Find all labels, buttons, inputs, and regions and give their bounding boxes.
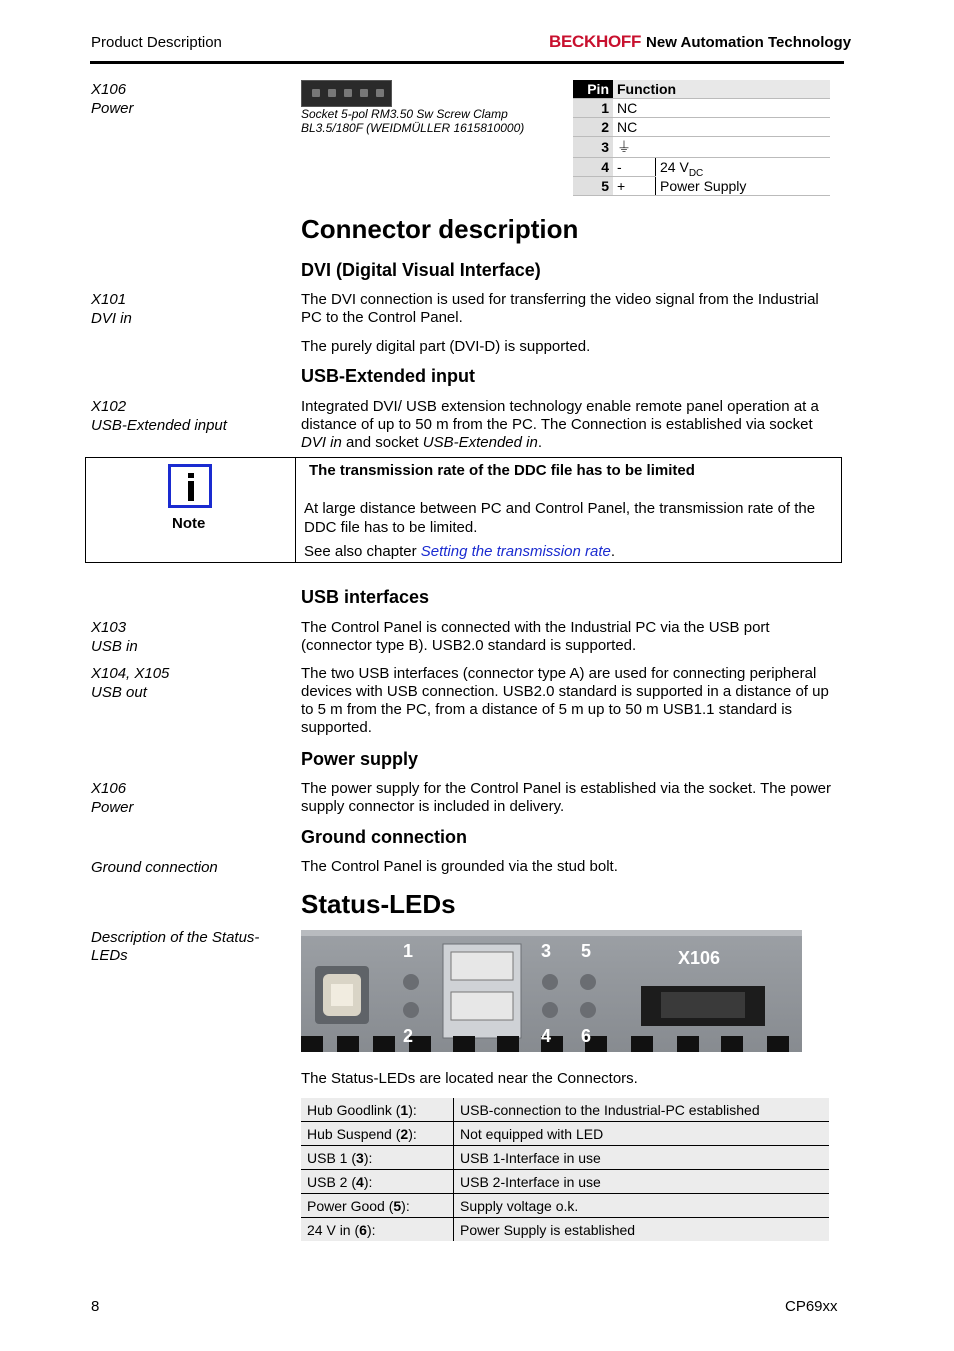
ground-text: The Control Panel is grounded via the stud bolt.: [301, 858, 618, 875]
header-section-title: Product Description: [91, 34, 222, 51]
led-name: USB 2 (4):: [301, 1170, 454, 1194]
usb-out-text: The two USB interfaces (connector type A) are used for connecting peripheral devices with USB connection. USB2.0 standard is supported in a distance of up to 5 m from the PC, from a distance of 5 m up to 50 m USB1.1 standard is supported.: [301, 665, 829, 736]
status-leds-title: Status-LEDs: [301, 889, 456, 919]
pin-sign: +: [613, 177, 656, 196]
usb-in-text: The Control Panel is connected with the Industrial PC via the USB port (connector type B). USB2.0 standard is supported.: [301, 619, 770, 654]
led-label-1: 1: [403, 941, 414, 961]
page-number: 8: [91, 1298, 100, 1315]
dvi-heading: DVI (Digital Visual Interface): [301, 260, 541, 280]
pin-number: 1: [573, 99, 613, 118]
product-name: CP69xx: [785, 1298, 838, 1315]
led-name: Hub Suspend (2):: [301, 1122, 454, 1146]
led-label-5: 5: [581, 941, 592, 961]
brand-name: BECKHOFF: [549, 32, 642, 51]
top-side-label: [91, 80, 134, 118]
section-title: Connector description: [301, 214, 579, 244]
status-leds-intro: The Status-LEDs are located near the Connectors.: [301, 1070, 638, 1087]
led-desc: USB 2-Interface in use: [454, 1170, 830, 1194]
brand-tagline: New Automation Technology: [646, 34, 852, 51]
usb-in-side-label: X103 USB in: [91, 619, 138, 655]
transmission-rate-link[interactable]: Setting the transmission rate: [420, 543, 611, 560]
led-name: Hub Goodlink (1):: [301, 1098, 454, 1122]
dvi-text: The DVI connection is used for transferring the video signal from the Industrial PC to the Control Panel.: [301, 291, 819, 326]
usb-ext-text: Integrated DVI/ USB extension technology enable remote panel operation at a distance of up to 50 m from the PC. The Connection is established via socket DVI in and socket USB-Extended in.: [301, 398, 819, 451]
pin-number: 3: [573, 137, 613, 158]
header-rule: [90, 61, 844, 64]
led-label-3: 3: [541, 941, 552, 961]
table-row: [573, 158, 830, 177]
led-desc: USB 1-Interface in use: [454, 1146, 830, 1170]
side-code: X106: [91, 81, 127, 98]
table-row: [573, 99, 830, 118]
usb-out-side-label: X104, X105 USB out: [91, 665, 170, 701]
ground-heading: Ground connection: [301, 827, 467, 847]
usb-heading: USB interfaces: [301, 587, 430, 607]
power-heading: Power supply: [301, 749, 419, 769]
function-header: Function: [613, 80, 830, 99]
led-table: [301, 1098, 829, 1241]
pin-function: NC: [613, 118, 830, 137]
led-label-2: 2: [403, 1026, 414, 1046]
power-side-label: X106 Power: [91, 780, 134, 816]
table-row: [301, 1170, 829, 1194]
caption-line: BL3.5/180F (WEIDMÜLLER 1615810000): [301, 121, 525, 135]
status-leds-photo: [301, 930, 802, 1052]
caption-line: Socket 5-pol RM3.50 Sw Screw Clamp: [301, 107, 508, 121]
ground-symbol-icon: ⏚: [613, 137, 830, 158]
pin-function: NC: [613, 99, 830, 118]
usb-ext-heading: USB-Extended input: [301, 366, 475, 386]
note-see-also: See also chapter Setting the transmission rate.: [304, 543, 616, 560]
table-row: [301, 1122, 829, 1146]
led-label-4: 4: [541, 1026, 552, 1046]
info-icon: [168, 464, 212, 508]
led-name: Power Good (5):: [301, 1194, 454, 1218]
led-name: 24 V in (6):: [301, 1218, 454, 1242]
dvi-side-label: X101 DVI in: [91, 291, 132, 327]
led-desc: Power Supply is established: [454, 1218, 830, 1242]
pin-number: 2: [573, 118, 613, 137]
pin-number: 5: [573, 177, 613, 196]
note-text: At large distance between PC and Control Panel, the transmission rate of the DDC file has to be limited.: [304, 500, 816, 536]
table-row: [301, 1146, 829, 1170]
led-name: USB 1 (3):: [301, 1146, 454, 1170]
note-label: Note: [172, 515, 206, 532]
note-box: [85, 457, 842, 563]
led-desc: USB-connection to the Industrial-PC established: [454, 1098, 830, 1122]
ground-side-label: Ground connection: [91, 859, 218, 876]
connector-caption: [301, 107, 524, 135]
table-row: [301, 1194, 829, 1218]
x106-label: X106: [678, 948, 721, 968]
pin-table-header: [573, 80, 830, 99]
usb-ext-side-label: X102 USB-Extended input: [91, 398, 227, 434]
side-label: Power: [91, 100, 134, 117]
pin-function: 24 $V_{DC}$ Power Supply: [656, 158, 831, 196]
led-label-6: 6: [581, 1026, 592, 1046]
beckhoff-logo: [549, 32, 851, 52]
pin-table: [573, 80, 830, 196]
led-desc: Supply voltage o.k.: [454, 1194, 830, 1218]
connector-photo: [301, 80, 392, 107]
power-text: The power supply for the Control Panel is established via the socket. The power supply connector is included in delivery.: [301, 780, 832, 815]
pin-sign: -: [613, 158, 656, 177]
pin-number: 4: [573, 158, 613, 177]
note-title: The transmission rate of the DDC file has to be limited: [309, 462, 695, 479]
table-row: [573, 118, 830, 137]
status-leds-side-label: Description of the Status-LEDs: [91, 929, 260, 964]
table-row: [301, 1218, 829, 1242]
pin-header: Pin: [573, 80, 613, 99]
dvi-text-2: The purely digital part (DVI-D) is supported.: [301, 338, 591, 355]
table-row: [573, 137, 830, 158]
table-row: [301, 1098, 829, 1122]
led-desc: Not equipped with LED: [454, 1122, 830, 1146]
